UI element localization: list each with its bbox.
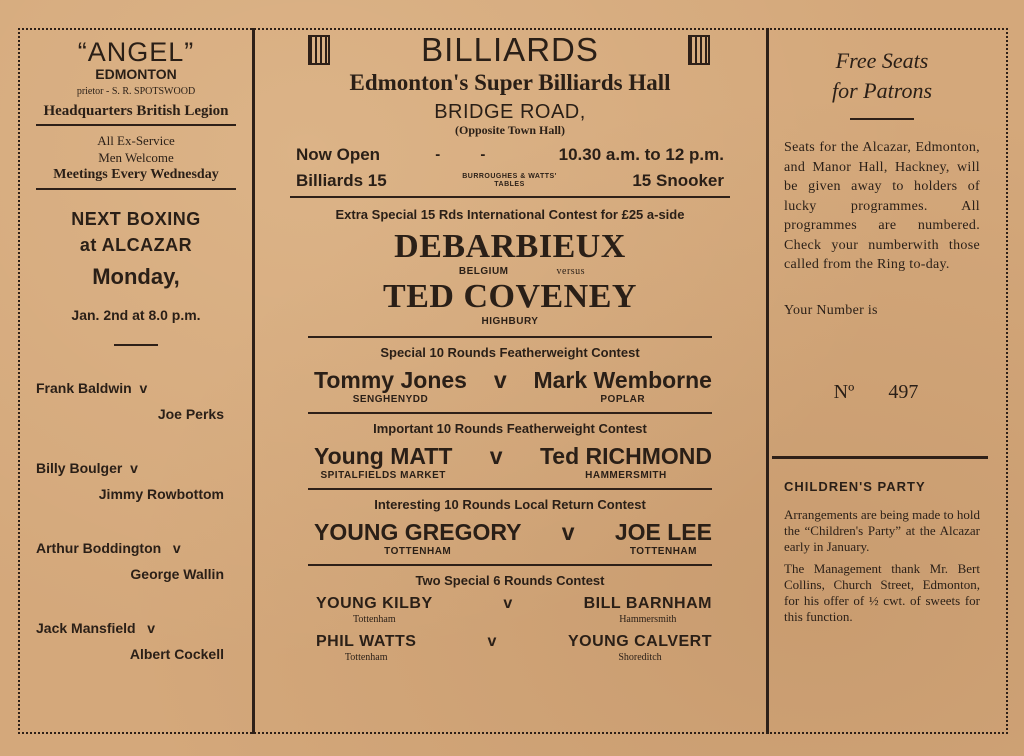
contest-4-b <box>615 518 712 558</box>
contest-3-heading: Important 10 Rounds Featherweight Contest <box>373 421 647 436</box>
opening-hours-row <box>290 142 730 168</box>
contest-1-a-location: BELGIUM <box>458 266 509 277</box>
left-rule-2 <box>36 188 236 190</box>
contest-4-b-location: TOTTENHAM <box>629 546 697 557</box>
contest-1-boxer-a: DEBARBIEUX <box>394 228 626 265</box>
contest-6-boxer-a: PHIL WATTS <box>316 633 417 650</box>
contest-separator <box>308 336 712 338</box>
contest-3-pair <box>290 438 730 482</box>
angel-title: “ANGEL” <box>77 37 195 67</box>
number-sign: Nº <box>833 381 855 403</box>
left-rule-1 <box>36 124 236 126</box>
list-item <box>36 538 236 584</box>
contest-3-b-location: HAMMERSMITH <box>585 470 667 481</box>
contest-5-boxer-a: YOUNG KILBY <box>316 595 433 612</box>
contest-3-boxer-b: Ted RICHMOND <box>539 443 712 469</box>
contest-3-a-location: SPITALFIELDS MARKET <box>320 470 446 481</box>
contest-4-v: v <box>561 519 575 545</box>
contest-1-meta <box>314 266 730 278</box>
ornament-icon <box>688 35 710 65</box>
bridge-road: BRIDGE ROAD, <box>434 101 586 123</box>
contest-3-b <box>540 442 712 482</box>
ex-service-line: All Ex-Service <box>97 133 175 148</box>
contest-5-heading: Two Special 6 Rounds Contest <box>415 573 605 588</box>
contest-6-b-location: Shoreditch <box>618 652 662 663</box>
proprietor-line: prietor - S. R. SPOTSWOOD <box>76 86 196 97</box>
next-boxing-heading: NEXT BOXING <box>71 209 201 229</box>
party-paragraph: Arrangements are being made to hold the “Children's Party” at the Alcazar early in January. <box>784 507 981 554</box>
tables-maker: BURROUGHES & WATTS' TABLES <box>462 173 557 188</box>
meetings-line: Meetings Every Wednesday <box>53 167 219 182</box>
boxer-b: Albert Cockell <box>129 646 224 662</box>
contest-3-a <box>314 442 452 482</box>
contest-6-pair <box>290 626 730 664</box>
boxer-a: Arthur Boddington v <box>36 540 181 556</box>
contest-5-b-location: Hammersmith <box>619 614 677 625</box>
ornament-icon <box>308 35 330 65</box>
angel-subtitle: EDMONTON <box>95 66 177 82</box>
opposite-town-hall: (Opposite Town Hall) <box>454 123 566 137</box>
programme-number <box>772 380 980 404</box>
contest-6-b <box>568 632 712 664</box>
contest-1-versus: versus <box>556 266 586 277</box>
snooker-count: 15 Snooker <box>632 171 724 190</box>
contest-5-a <box>316 594 433 626</box>
contest-4-heading: Interesting 10 Rounds Local Return Contest <box>374 497 646 512</box>
contest-1-b-location: HIGHBURY <box>481 316 539 327</box>
billiards-count: Billiards 15 <box>296 171 387 190</box>
billiards-rule <box>290 196 730 198</box>
right-rule <box>772 456 988 459</box>
contest-3-v: v <box>489 443 503 469</box>
event-date-time: Jan. 2nd at 8.0 p.m. <box>71 307 201 323</box>
contest-6-v: v <box>487 633 497 650</box>
contest-5-v: v <box>503 595 513 612</box>
now-open-label: Now Open <box>296 145 381 164</box>
contest-4-boxer-b: JOE LEE <box>614 519 712 545</box>
contest-5-a-location: Tottenham <box>353 614 396 625</box>
right-short-rule <box>850 118 914 120</box>
contest-4-pair <box>290 514 730 558</box>
headquarters-line: Headquarters British Legion <box>43 103 229 119</box>
contest-5-boxer-b: BILL BARNHAM <box>583 595 712 612</box>
contest-2-v: v <box>493 367 507 393</box>
contest-2-b <box>533 366 712 406</box>
number-value: 497 <box>888 381 919 403</box>
contest-separator <box>308 564 712 566</box>
hall-title: Edmonton's Super Billiards Hall <box>349 70 671 95</box>
billiards-header <box>290 30 730 70</box>
left-short-rule <box>114 344 158 346</box>
contest-6-a-location: Tottenham <box>344 652 388 663</box>
contest-3-boxer-a: Young MATT <box>314 443 453 469</box>
right-column <box>784 30 980 625</box>
list-item <box>36 618 236 664</box>
your-number-label: Your Number is <box>784 302 878 318</box>
boxer-a: Frank Baldwin v <box>36 380 148 396</box>
contest-4-boxer-a: YOUNG GREGORY <box>314 519 522 545</box>
contest-2-boxer-a: Tommy Jones <box>314 367 467 393</box>
contest-6-a <box>316 632 416 664</box>
contest-2-pair <box>290 362 730 406</box>
contest-separator <box>308 488 712 490</box>
boxer-b: Joe Perks <box>157 406 224 422</box>
contest-5-b <box>584 594 712 626</box>
middle-column <box>290 30 730 664</box>
contest-4-a-location: TOTTENHAM <box>384 546 452 557</box>
free-seats-title: Free Seats <box>835 48 929 73</box>
left-column <box>36 30 236 664</box>
at-alcazar-heading: at ALCAZAR <box>79 235 193 255</box>
hours-label: 10.30 a.m. to 12 p.m. <box>558 145 724 164</box>
event-day: Monday, <box>92 264 180 289</box>
thanks-paragraph: The Management thank Mr. Bert Collins, Church Street, Edmonton, for his offer of ½ cwt. of sweets for this function. <box>784 561 980 624</box>
contest-4-a <box>314 518 521 558</box>
boxer-b: Jimmy Rowbottom <box>98 486 224 502</box>
list-item <box>36 458 236 504</box>
men-welcome-line: Men Welcome <box>98 150 174 165</box>
contest-separator <box>308 412 712 414</box>
list-item <box>36 378 236 424</box>
seats-paragraph: Seats for the Alcazar, Edmonton, and Manor Hall, Hackney, will be given away to holders of lucky programmes. All programmes are numbered. Check your numberwith those called from the Ring to-day. <box>784 140 980 272</box>
boxer-b: George Wallin <box>130 566 224 582</box>
contest-1-boxer-b: TED COVENEY <box>383 278 637 315</box>
billiards-title: BILLIARDS <box>421 31 599 68</box>
for-patrons-title: for Patrons <box>831 78 933 103</box>
contest-2-b-location: POPLAR <box>600 394 646 405</box>
boxer-a: Billy Boulger v <box>36 460 138 476</box>
dashes: - - <box>435 146 504 163</box>
boxer-a: Jack Mansfield v <box>36 620 156 636</box>
bout-list <box>36 378 236 664</box>
contest-2-a-location: SENGHENYDD <box>352 394 429 405</box>
contest-5-pair <box>290 590 730 626</box>
column-divider-right <box>766 28 769 734</box>
contest-2-boxer-b: Mark Wemborne <box>533 367 712 393</box>
tables-row <box>290 168 730 194</box>
contest-6-boxer-b: YOUNG CALVERT <box>568 633 712 650</box>
childrens-party-title: CHILDREN'S PARTY <box>784 479 926 494</box>
column-divider-left <box>252 28 255 734</box>
contest-2-a <box>314 366 467 406</box>
contest-2-heading: Special 10 Rounds Featherweight Contest <box>380 345 640 360</box>
contest-1-heading: Extra Special 15 Rds International Contest for £25 a-side <box>335 207 685 222</box>
